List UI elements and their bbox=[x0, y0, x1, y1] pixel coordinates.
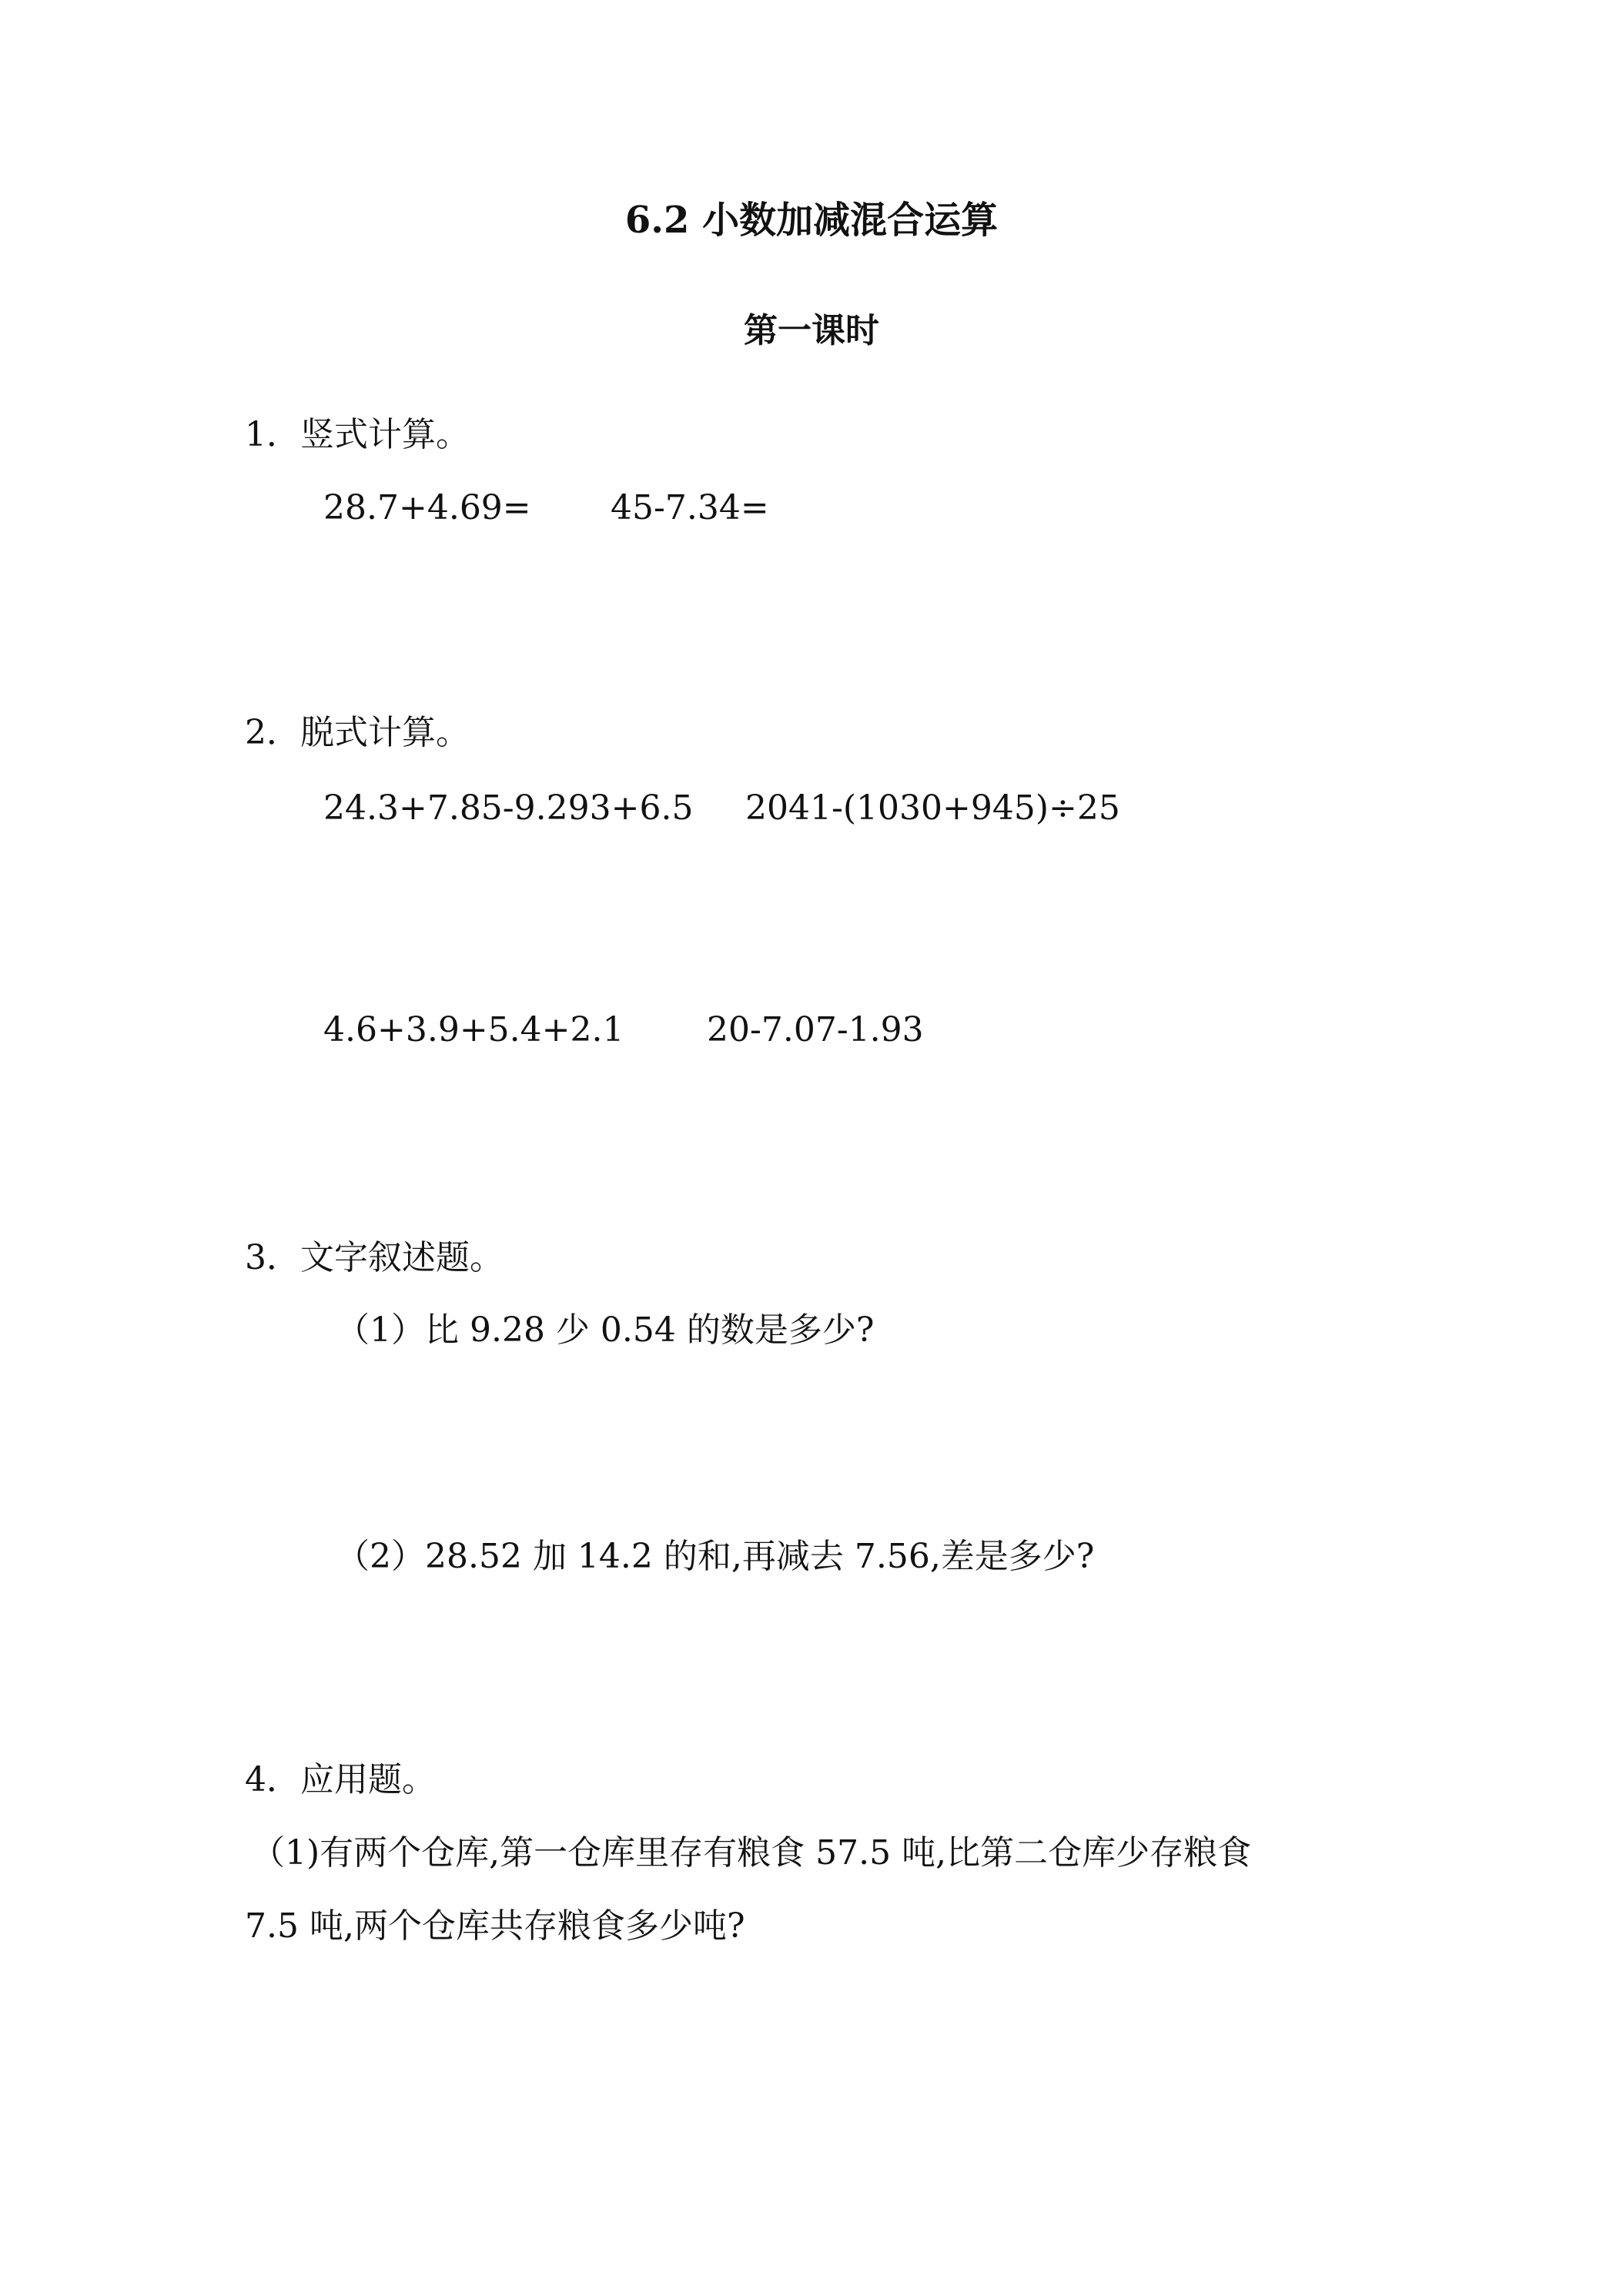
section-2-heading: 2．脱式计算。 bbox=[245, 713, 470, 752]
problem-3-2: （2）28.52 加 14.2 的和,再减去 7.56,差是多少? bbox=[336, 1537, 1095, 1576]
page-title: 6.2 小数加减混合运算 bbox=[624, 199, 999, 242]
problem-3-1: （1）比 9.28 少 0.54 的数是多少? bbox=[336, 1310, 875, 1350]
section-3-heading: 3．文字叙述题。 bbox=[245, 1238, 504, 1277]
problem-1-1: 28.7+4.69= bbox=[323, 488, 531, 527]
problem-2-1: 24.3+7.85-9.293+6.5 bbox=[323, 788, 694, 828]
problem-2-2: 2041-(1030+945)÷25 bbox=[745, 788, 1120, 828]
section-1-heading: 1．竖式计算。 bbox=[245, 415, 470, 454]
page-subtitle: 第一课时 bbox=[744, 311, 879, 350]
problem-4-1-line-1: （1)有两个仓库,第一仓库里存有粮食 57.5 吨,比第二仓库少存粮食 bbox=[251, 1833, 1252, 1873]
problem-2-4: 20-7.07-1.93 bbox=[707, 1010, 924, 1049]
problem-1-2: 45-7.34= bbox=[611, 488, 769, 527]
problem-2-3: 4.6+3.9+5.4+2.1 bbox=[323, 1010, 624, 1049]
section-4-heading: 4．应用题。 bbox=[245, 1760, 436, 1799]
problem-4-1-line-2: 7.5 吨,两个仓库共存粮食多少吨? bbox=[245, 1906, 745, 1946]
